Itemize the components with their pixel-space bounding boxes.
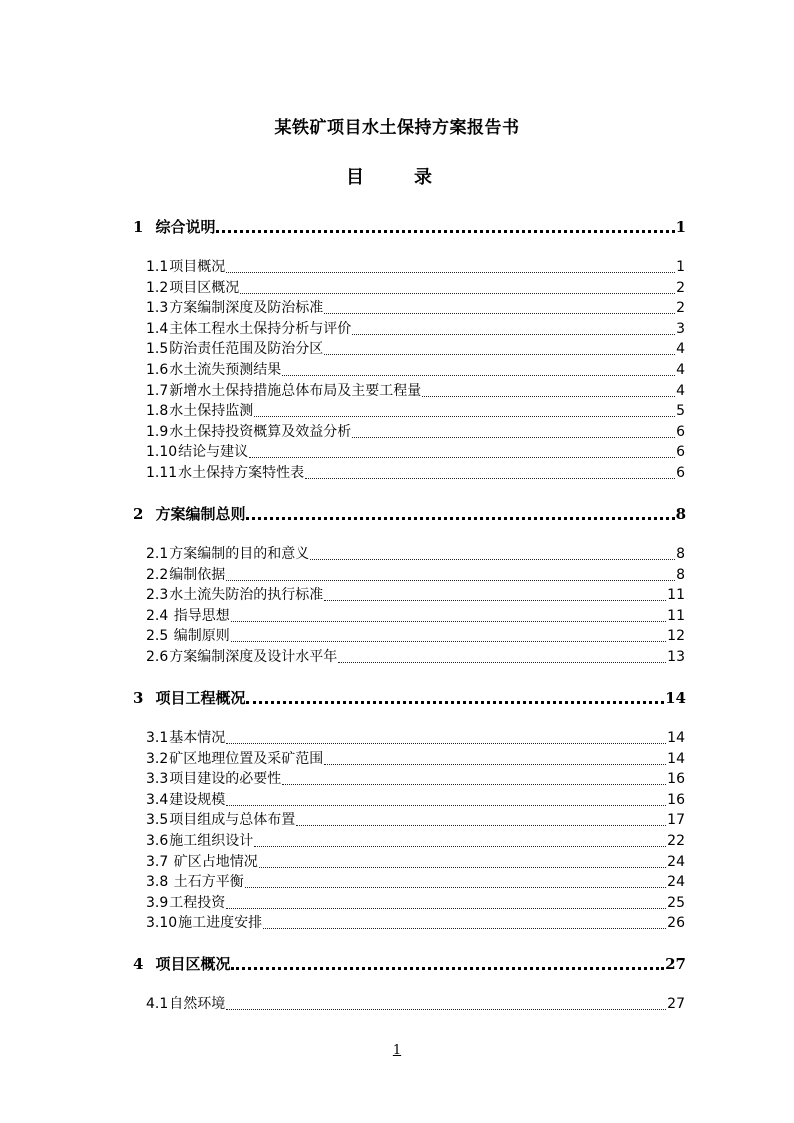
toc-dot-leader [249,457,675,458]
toc-entry-page: 14 [665,689,686,707]
toc-entry-number: 1.7 [146,382,169,399]
toc-entry-number: 1 [133,218,144,236]
document-title: 某铁矿项目水土保持方案报告书 [274,118,520,138]
toc-entry-page: 8 [675,505,686,523]
toc-dot-leader [226,908,666,909]
toc-heading: 目 录 [346,167,448,188]
toc-entry-page: 8 [676,546,685,562]
toc-entry-page: 27 [667,996,685,1013]
toc-dot-leader [305,478,675,479]
toc-dot-leader [310,559,675,560]
toc-section-entry[interactable] [146,338,685,358]
toc-entry-page: 1 [675,218,686,236]
toc-entry-number: 3.9 [146,894,169,911]
toc-section-entry[interactable] [146,359,685,379]
toc-entry-page: 22 [667,833,685,849]
toc-entry-title: 指导思想 [169,607,230,624]
toc-entry-page: 8 [676,566,685,583]
toc-dot-leader [254,846,666,847]
toc-chapter-entry[interactable] [133,953,686,974]
page-footer [0,1043,794,1058]
toc-dot-leader [282,784,666,785]
toc-entry-number: 4 [133,955,144,974]
toc-section-entry[interactable] [146,543,685,563]
toc-entry-title: 水土保持监测 [169,403,254,420]
toc-entry-number: 4.1 [146,996,169,1013]
toc-section-entry[interactable] [146,421,685,441]
toc-section-entry[interactable] [146,564,685,584]
toc-dot-leader [246,517,674,520]
toc-section-entry[interactable] [146,809,685,829]
toc-section-entry[interactable] [146,297,685,317]
toc-entry-page: 17 [667,812,685,829]
toc-section-entry[interactable] [146,462,685,482]
toc-dot-leader [324,313,675,314]
toc-entry-number: 1.10 [146,444,178,461]
toc-chapter-entry[interactable] [133,503,686,524]
toc-entry-title: 项目组成与总体布置 [169,812,296,829]
toc-dot-leader [282,375,675,376]
toc-section-entry[interactable] [146,318,685,338]
toc-dot-leader [324,764,666,765]
toc-entry-number: 1.4 [146,320,169,337]
toc-entry-page: 3 [676,320,685,337]
toc-entry-title: 方案编制的目的和意义 [169,546,310,562]
toc-entry-page: 11 [667,607,685,624]
toc-entry-title: 防治责任范围及防治分区 [169,341,324,358]
toc-section-entry[interactable] [146,830,685,850]
toc-entry-title: 水土流失预测结果 [169,362,282,378]
toc-chapter-entry[interactable] [133,216,686,237]
toc-entry-page: 14 [667,750,685,767]
toc-entry-page: 14 [667,730,685,746]
toc-entry-page: 6 [676,465,685,481]
toc-dot-leader [263,928,666,929]
toc-section-entry[interactable] [146,851,685,871]
toc-entry-title: 项目建设的必要性 [169,771,282,788]
toc-entry-page: 11 [667,587,685,604]
toc-entry-title: 项目概况 [169,259,226,275]
toc-entry-page: 4 [676,382,685,399]
toc-dot-leader [226,805,666,806]
toc-dot-leader [246,701,664,704]
toc-section-entry[interactable] [146,768,685,788]
toc-entry-number: 2.5 [146,628,169,645]
toc-entry-number: 2.2 [146,566,169,583]
toc-entry-page: 12 [667,628,685,645]
toc-entry-number: 3 [133,689,144,707]
toc-entry-page: 1 [676,259,685,275]
toc-entry-title: 项目区概况 [169,279,240,296]
toc-section-entry[interactable] [146,727,685,747]
toc-dot-leader [226,580,675,581]
toc-section-entry[interactable] [146,871,685,891]
toc-entry-page: 25 [667,894,685,911]
toc-entry-title: 项目工程概况 [155,689,246,707]
toc-dot-leader [422,396,675,397]
toc-entry-number: 1.1 [146,259,169,275]
toc-dot-leader [324,600,666,601]
toc-entry-number: 1.9 [146,423,169,440]
toc-entry-number: 3.4 [146,791,169,808]
toc-entry-title: 方案编制深度及防治标准 [169,300,324,317]
toc-section-entry[interactable] [146,605,685,625]
toc-entry-page: 2 [676,279,685,296]
toc-dot-leader [338,662,666,663]
toc-dot-leader [240,293,675,294]
toc-entry-title: 新增水土保持措施总体布局及主要工程量 [169,382,422,399]
toc-entry-number: 2.3 [146,587,169,604]
toc-section-entry[interactable] [146,789,685,809]
toc-entry-number: 2.1 [146,546,169,562]
toc-chapter-entry[interactable] [133,687,686,708]
toc-dot-leader [231,621,666,622]
toc-dot-leader [226,272,675,273]
toc-section-entry[interactable] [146,380,685,400]
toc-dot-leader [231,641,666,642]
toc-entry-title: 工程投资 [169,894,226,911]
toc-entry-number: 1.5 [146,341,169,358]
toc-entry-title: 水土保持投资概算及效益分析 [169,423,352,440]
toc-entry-title: 矿区占地情况 [169,853,258,870]
toc-dot-leader [231,967,664,970]
toc-entry-title: 方案编制深度及设计水平年 [169,649,338,665]
toc-entry-number: 2.4 [146,607,169,624]
toc-dot-leader [352,437,675,438]
toc-dot-leader [324,354,675,355]
toc-section-entry[interactable] [146,748,685,768]
footer-page-number: 1 [392,1043,402,1058]
toc-entry-title: 方案编制总则 [155,505,246,523]
toc-entry-page: 2 [676,300,685,317]
toc-entry-title: 主体工程水土保持分析与评价 [169,320,352,337]
toc-entry-page: 13 [667,649,685,665]
toc-entry-page: 24 [667,874,685,891]
toc-dot-leader [254,416,675,417]
toc-entry-number: 1.3 [146,300,169,317]
toc-entry-page: 27 [665,955,686,974]
toc-entry-title: 自然环境 [169,996,226,1013]
toc-section-entry[interactable] [146,892,685,912]
toc-entry-page: 26 [667,915,685,932]
toc-entry-title: 施工组织设计 [169,833,254,849]
toc-entry-title: 基本情况 [169,730,226,746]
toc-entry-title: 土石方平衡 [169,874,244,891]
toc-section-entry[interactable] [146,912,685,932]
toc-section-entry[interactable] [146,441,685,461]
toc-dot-leader [226,1009,666,1010]
toc-entry-number: 2 [133,505,144,523]
toc-entry-title: 综合说明 [155,218,216,236]
toc-entry-page: 4 [676,341,685,358]
toc-entry-page: 24 [667,853,685,870]
toc-entry-number: 1.8 [146,403,169,420]
toc-entry-number: 3.7 [146,853,169,870]
toc-entry-number: 3.8 [146,874,169,891]
toc-section-entry[interactable] [146,646,685,666]
toc-entry-number: 2.6 [146,649,169,665]
toc-section-entry[interactable] [146,277,685,297]
toc-entry-title: 建设规模 [169,791,226,808]
toc-entry-title: 矿区地理位置及采矿范围 [169,750,324,767]
toc-entry-number: 3.2 [146,750,169,767]
toc-entry-number: 3.5 [146,812,169,829]
toc-entry-number: 3.3 [146,771,169,788]
toc-entry-page: 16 [667,771,685,788]
toc-entry-page: 6 [676,444,685,461]
toc-entry-number: 3.1 [146,730,169,746]
toc-dot-leader [352,334,675,335]
toc-entry-number: 1.2 [146,279,169,296]
toc-entry-title: 编制依据 [169,566,226,583]
toc-dot-leader [226,743,666,744]
toc-dot-leader [296,825,666,826]
toc-entry-number: 3.10 [146,915,178,932]
toc-section-entry[interactable] [146,256,685,276]
toc-section-entry[interactable] [146,993,685,1013]
toc-dot-leader [259,867,666,868]
toc-entry-page: 5 [676,403,685,420]
toc-dot-leader [245,887,666,888]
toc-entry-title: 结论与建议 [178,444,249,461]
toc-section-entry[interactable] [146,625,685,645]
toc-entry-page: 4 [676,362,685,378]
toc-entry-title: 施工进度安排 [178,915,263,932]
toc-entry-number: 1.11 [146,465,178,481]
toc-dot-leader [216,230,674,233]
toc-section-entry[interactable] [146,400,685,420]
toc-entry-number: 1.6 [146,362,169,378]
toc-entry-title: 编制原则 [169,628,230,645]
toc-entry-page: 6 [676,423,685,440]
toc-entry-title: 项目区概况 [155,955,231,974]
toc-entry-page: 16 [667,791,685,808]
toc-section-entry[interactable] [146,584,685,604]
toc-entry-title: 水土保持方案特性表 [178,465,305,481]
toc-entry-title: 水土流失防治的执行标准 [169,587,324,604]
toc-entry-number: 3.6 [146,833,169,849]
